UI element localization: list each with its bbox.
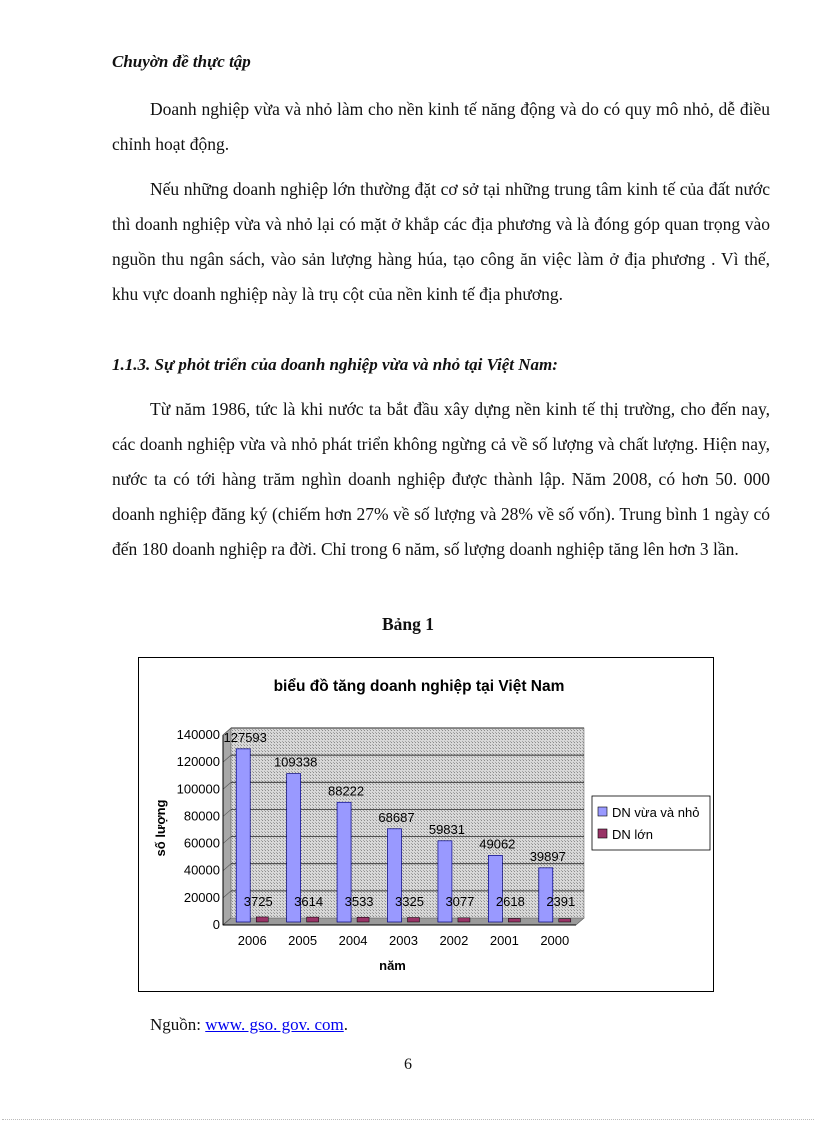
x-tick-label: 2000 [540, 933, 570, 948]
data-label: 3077 [445, 894, 475, 909]
y-tick-label: 60000 [183, 835, 220, 851]
data-label: 3614 [294, 894, 324, 909]
bar-dn-lon [307, 917, 319, 922]
x-axis-title: năm [379, 958, 406, 973]
legend-label: DN lớn [612, 827, 654, 842]
page-bottom-divider [2, 1119, 814, 1120]
legend-swatch-dn-lon [598, 829, 607, 838]
x-tick-label: 2003 [389, 933, 418, 948]
paragraph-text: Từ năm 1986, tức là khi nước ta bắt đầu xây dựng nền kinh tế thị trường, cho đến nay, các doanh nghiệp vừa và nhỏ phát triển không ngừng cả về số lượng và chất lượng. Hiện nay, nước ta có tới hàng trăm nghìn doanh nghiệp được thành lập. Năm 2008, có hơn 50. 000 doanh nghiệp đăng ký (chiếm hơn 27% về số lượng và 28% về số vốn). Trung bình 1 ngày có đến 180 doanh nghiệp ra đời. Chỉ trong 6 năm, số lượng doanh nghiệp tăng lên hơn 3 lần. [112, 399, 770, 559]
bar-dn-lon [508, 918, 520, 922]
data-label: 59831 [428, 821, 466, 837]
bar-dn-lon [357, 917, 369, 922]
plot-side-wall [223, 728, 231, 925]
y-tick-label: 100000 [176, 781, 220, 797]
bar-dn-lon [256, 917, 268, 922]
y-tick-label: 80000 [183, 808, 220, 824]
bar-dn-lon [559, 919, 571, 922]
data-label: 127593 [223, 729, 267, 745]
source-line [150, 1015, 348, 1035]
data-label: 2391 [546, 894, 576, 909]
paragraph-1 [112, 92, 770, 162]
data-label: 3325 [395, 894, 424, 909]
bar-chart [139, 658, 713, 991]
paragraph-2 [112, 172, 770, 312]
paragraph-3 [112, 392, 770, 567]
x-tick-label: 2006 [237, 933, 267, 948]
y-tick-label: 20000 [183, 889, 220, 905]
y-tick-label: 140000 [176, 727, 220, 742]
bar-dn-lon [458, 918, 470, 922]
data-label: 88222 [327, 783, 365, 799]
paragraph-text: Nếu những doanh nghiệp lớn thường đặt cơ sở tại những trung tâm kinh tế của đất nước thì doanh nghiệp vừa và nhỏ lại có mặt ở khắp các địa phương và là đóng góp quan trọng vào nguồn thu ngân sách, vào sản lượng hàng húa, tạo công ăn việc làm ở địa phương . Vì thế, khu vực doanh nghiệp này là trụ cột của nền kinh tế địa phương. [112, 179, 770, 304]
bar-dn-lon [408, 917, 420, 922]
plot-floor [223, 918, 584, 925]
y-tick-label: 120000 [176, 754, 220, 770]
data-label: 68687 [378, 809, 415, 825]
data-label: 3725 [243, 894, 273, 909]
data-label: 2618 [495, 894, 525, 909]
legend-swatch-dn-vua-va-nho [598, 807, 607, 816]
table-title: Bảng 1 [381, 614, 435, 634]
source-suffix: . [343, 1015, 349, 1034]
page-number: 6 [404, 1056, 412, 1073]
paragraph-text: Doanh nghiệp vừa và nhỏ làm cho nền kinh tế năng động và do có quy mô nhỏ, dễ điều chỉnh hoạt động. [112, 99, 770, 154]
source-label: Nguồn: [150, 1015, 206, 1034]
x-tick-label: 2005 [288, 933, 318, 948]
data-label: 39897 [529, 848, 566, 864]
x-tick-label: 2001 [489, 933, 519, 948]
y-axis-title: số lượng [153, 799, 168, 857]
y-tick-label: 0 [212, 917, 220, 932]
bar-dn-vua-va-nho [488, 855, 502, 922]
section-heading: 1.1.3. Sự phỏt triển của doanh nghiệp vừa và nhỏ tại Việt Nam: [112, 355, 558, 374]
x-tick-label: 2002 [439, 933, 469, 948]
chart-title: biểu đồ tăng doanh nghiệp tại Việt Nam [273, 678, 565, 695]
data-label: 109338 [273, 754, 318, 770]
y-tick-label: 40000 [183, 862, 220, 878]
source-link[interactable]: www. gso. gov. com [205, 1015, 344, 1034]
bar-dn-vua-va-nho [438, 841, 452, 922]
chart-frame [138, 657, 714, 992]
legend-label: DN vừa và nhỏ [612, 805, 700, 820]
x-tick-label: 2004 [338, 933, 368, 948]
data-label: 3533 [344, 894, 374, 909]
data-label: 49062 [479, 836, 516, 852]
page-header: Chuyờn đề thực tập [112, 52, 251, 71]
